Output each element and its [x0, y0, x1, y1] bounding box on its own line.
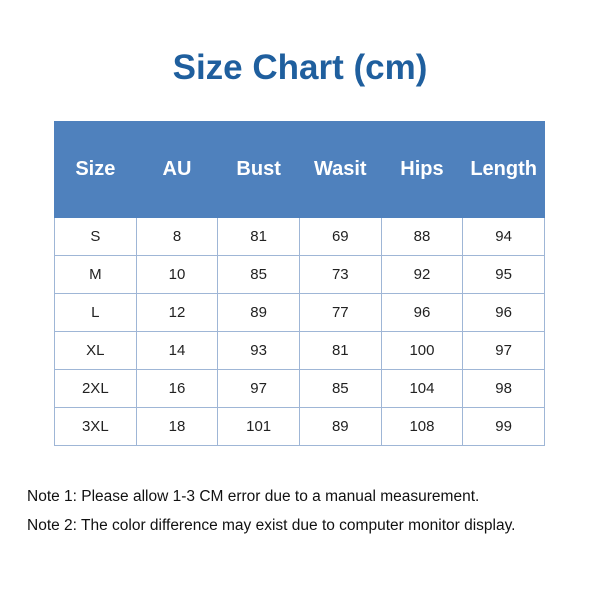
cell-bust: 85: [218, 256, 300, 294]
cell-au: 14: [136, 332, 218, 370]
cell-hips: 88: [381, 218, 463, 256]
header-hips: Hips: [381, 122, 463, 218]
table-row: [55, 370, 545, 408]
cell-waist: 81: [299, 332, 381, 370]
note-measurement-error: Note 1: Please allow 1-3 CM error due to a manual measurement.: [27, 488, 480, 505]
cell-au: 12: [136, 294, 218, 332]
header-waist: Wasit: [299, 122, 381, 218]
cell-size: 2XL: [55, 370, 137, 408]
cell-length: 99: [463, 408, 545, 446]
cell-waist: 73: [299, 256, 381, 294]
cell-length: 96: [463, 294, 545, 332]
cell-waist: 89: [299, 408, 381, 446]
cell-size: 3XL: [55, 408, 137, 446]
cell-length: 97: [463, 332, 545, 370]
cell-bust: 97: [218, 370, 300, 408]
cell-au: 16: [136, 370, 218, 408]
notes-section: [27, 482, 516, 540]
header-au: AU: [136, 122, 218, 218]
header-size: Size: [55, 122, 137, 218]
page-title: Size Chart (cm): [172, 48, 428, 87]
cell-size: XL: [55, 332, 137, 370]
table-header-row: [55, 122, 545, 218]
table-row: [55, 332, 545, 370]
cell-hips: 100: [381, 332, 463, 370]
cell-size: S: [55, 218, 137, 256]
cell-bust: 93: [218, 332, 300, 370]
table-row: [55, 256, 545, 294]
cell-length: 98: [463, 370, 545, 408]
cell-waist: 69: [299, 218, 381, 256]
table-row: [55, 408, 545, 446]
table-row: [55, 218, 545, 256]
cell-hips: 92: [381, 256, 463, 294]
size-chart-table: [54, 121, 545, 446]
header-bust: Bust: [218, 122, 300, 218]
cell-size: L: [55, 294, 137, 332]
cell-size: M: [55, 256, 137, 294]
cell-waist: 85: [299, 370, 381, 408]
cell-hips: 108: [381, 408, 463, 446]
cell-bust: 101: [218, 408, 300, 446]
note-color-difference: Note 2: The color difference may exist due to computer monitor display.: [27, 517, 516, 534]
cell-bust: 89: [218, 294, 300, 332]
cell-au: 8: [136, 218, 218, 256]
cell-au: 18: [136, 408, 218, 446]
table-row: [55, 294, 545, 332]
cell-length: 95: [463, 256, 545, 294]
cell-au: 10: [136, 256, 218, 294]
cell-bust: 81: [218, 218, 300, 256]
cell-hips: 96: [381, 294, 463, 332]
cell-waist: 77: [299, 294, 381, 332]
header-length: Length: [463, 122, 545, 218]
cell-hips: 104: [381, 370, 463, 408]
cell-length: 94: [463, 218, 545, 256]
